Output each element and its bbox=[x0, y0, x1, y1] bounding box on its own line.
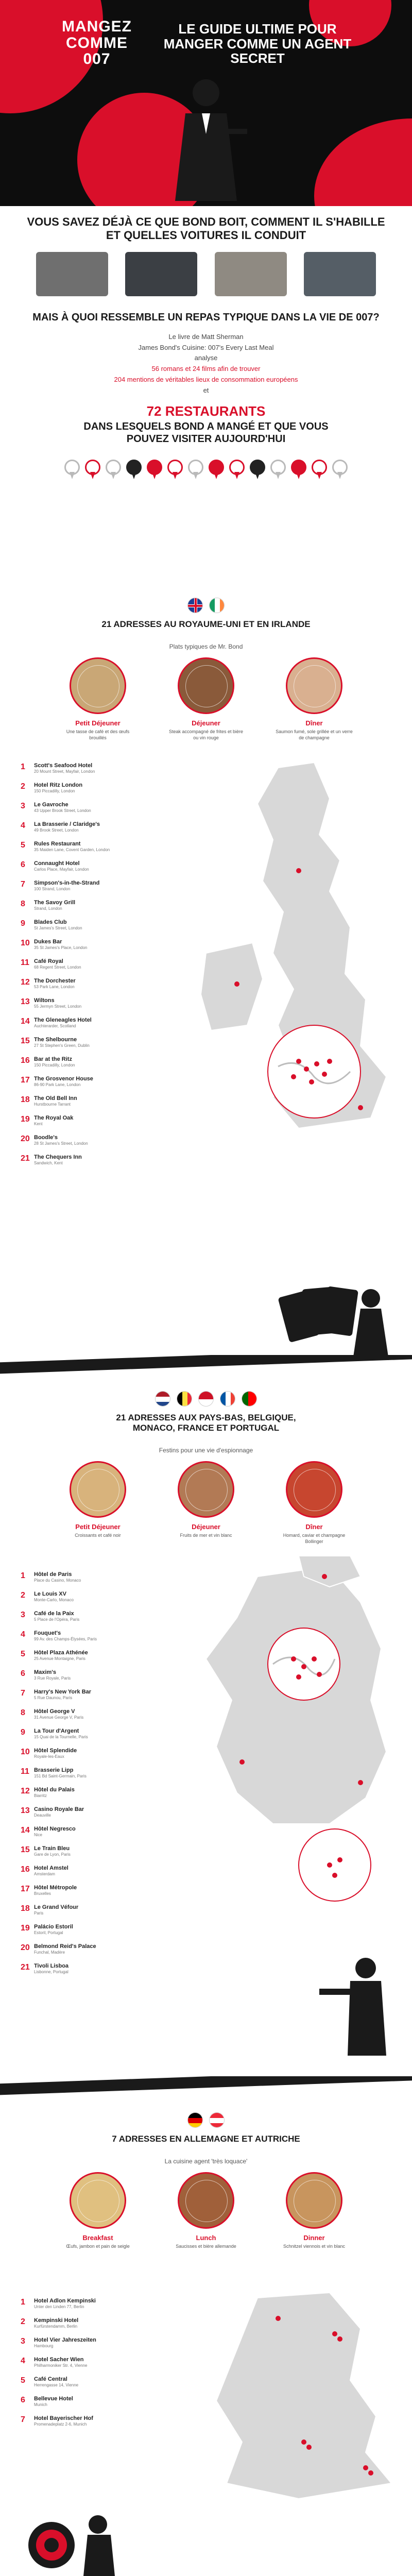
meal-breakfast: Petit Déjeuner Croissants et café noir bbox=[59, 1461, 136, 1545]
list-item-number: 19 bbox=[21, 1115, 30, 1124]
list-item-title: Hôtel de Paris bbox=[34, 1571, 72, 1578]
list-item-number: 4 bbox=[21, 2357, 25, 2365]
list-item-address: 100 Strand, London bbox=[34, 887, 71, 892]
list-item-number: 20 bbox=[21, 1943, 30, 1952]
list-item-address: 150 Piccadilly, London bbox=[34, 789, 75, 794]
car-photo bbox=[304, 252, 376, 296]
map-pin-icon bbox=[167, 460, 183, 480]
list-item-number: 1 bbox=[21, 1571, 25, 1580]
list-item bbox=[21, 841, 175, 860]
gun-barrel-icon bbox=[21, 2499, 134, 2576]
list-item-address: St James's Street, London bbox=[34, 926, 82, 931]
list-item-title: Café Royal bbox=[34, 958, 63, 964]
list-item-address: Unter den Linden 77, Berlin bbox=[34, 2304, 84, 2310]
list-item-number: 18 bbox=[21, 1095, 30, 1104]
meal-lunch: Lunch Saucisses et bière allemande bbox=[167, 2172, 245, 2250]
map-pin-icon bbox=[188, 460, 203, 480]
list-item-number: 12 bbox=[21, 978, 30, 987]
list-item-address: Kurfürstendamm, Berlin bbox=[34, 2324, 78, 2329]
list-item-address: Bruxelles bbox=[34, 1891, 51, 1896]
list-item-title: Fouquet's bbox=[34, 1630, 61, 1636]
list-item-number: 10 bbox=[21, 939, 30, 947]
list-item-number: 3 bbox=[21, 2337, 25, 2346]
list-item-address: Hambourg bbox=[34, 2344, 54, 2349]
austria-flag-icon bbox=[209, 2112, 225, 2128]
germany-map bbox=[196, 2287, 402, 2504]
list-item-address: 55 Jermyn Street, London bbox=[34, 1004, 82, 1009]
monaco-flag-icon bbox=[198, 1391, 214, 1406]
section-divider bbox=[0, 2076, 412, 2097]
list-item-number: 6 bbox=[21, 2396, 25, 2404]
list-item-title: Simpson's-in-the-Strand bbox=[34, 880, 100, 886]
list-item bbox=[21, 2337, 175, 2357]
list-item-address: Royale-les-Eaux bbox=[34, 1754, 64, 1759]
list-item-number: 4 bbox=[21, 821, 25, 830]
list-item-address: 86-90 Park Lane, London bbox=[34, 1082, 81, 1088]
map-pin-icon bbox=[147, 460, 162, 480]
meal-lunch: Déjeuner Fruits de mer et vin blanc bbox=[167, 1461, 245, 1545]
list-item-title: Kempinski Hotel bbox=[34, 2317, 79, 2324]
list-item-number: 17 bbox=[21, 1885, 30, 1893]
list-item-address: 25 Avenue Montaigne, Paris bbox=[34, 1656, 85, 1662]
list-item-title: Le Louis XV bbox=[34, 1591, 66, 1597]
list-item-title: The Old Bell Inn bbox=[34, 1095, 77, 1101]
section-benelux bbox=[0, 1391, 412, 1545]
list-item-title: Café de la Paix bbox=[34, 1611, 74, 1617]
meal-row bbox=[0, 2172, 412, 2250]
list-item bbox=[21, 821, 175, 841]
map-pin-icon bbox=[106, 460, 121, 480]
list-item-address: 49 Brook Street, London bbox=[34, 828, 79, 833]
list-item-address: Kent bbox=[34, 1122, 43, 1127]
list-item-address: 99 Av. des Champs-Élysées, Paris bbox=[34, 1637, 97, 1642]
list-item-number: 7 bbox=[21, 2415, 25, 2424]
section-divider bbox=[0, 1355, 412, 1376]
list-item bbox=[21, 1767, 175, 1787]
list-item bbox=[21, 880, 175, 900]
list-item bbox=[21, 919, 175, 939]
list-item bbox=[21, 900, 175, 919]
uk-list bbox=[21, 762, 175, 1174]
list-item bbox=[21, 1134, 175, 1154]
list-item-title: Boodle's bbox=[34, 1134, 58, 1141]
list-item-title: Wiltons bbox=[34, 997, 55, 1004]
list-item-title: The Chequers Inn bbox=[34, 1154, 82, 1160]
list-item-number: 3 bbox=[21, 802, 25, 810]
list-item-title: The Royal Oak bbox=[34, 1115, 74, 1121]
list-item bbox=[21, 997, 175, 1017]
list-item bbox=[21, 939, 175, 958]
map-pin-icon bbox=[291, 460, 306, 480]
list-item-number: 18 bbox=[21, 1904, 30, 1913]
section-germany bbox=[0, 2112, 412, 2250]
list-item-address: 68 Regent Street, London bbox=[34, 965, 81, 970]
list-item-title: Hotel Ritz London bbox=[34, 782, 83, 788]
list-item-title: Le Grand Véfour bbox=[34, 1904, 79, 1910]
list-item-number: 9 bbox=[21, 919, 25, 928]
list-item-address: 3 Rue Royale, Paris bbox=[34, 1676, 71, 1681]
list-item-address: Gare de Lyon, Paris bbox=[34, 1852, 71, 1857]
list-item bbox=[21, 782, 175, 802]
list-item-number: 5 bbox=[21, 2376, 25, 2385]
hero-banner bbox=[0, 0, 412, 206]
list-item-address: 5 Rue Daunou, Paris bbox=[34, 1696, 73, 1701]
list-item-address: Promenadeplatz 2-6, Munich bbox=[34, 2422, 87, 2427]
list-item-address: 15 Quai de la Tournelle, Paris bbox=[34, 1735, 88, 1740]
list-item-address: Lisbonne, Portugal bbox=[34, 1970, 68, 1975]
ireland-flag-icon bbox=[209, 598, 225, 613]
list-item-address: 27 St Stephen's Green, Dublin bbox=[34, 1043, 90, 1048]
intro-question: MAIS À QUOI RESSEMBLE UN REPAS TYPIQUE DANS LA VIE DE 007? bbox=[32, 311, 380, 323]
france-map bbox=[196, 1556, 402, 1947]
list-item-title: Blades Club bbox=[34, 919, 67, 925]
list-item bbox=[21, 2376, 175, 2396]
list-item-address: Paris bbox=[34, 1911, 44, 1916]
list-item-title: Harry's New York Bar bbox=[34, 1689, 92, 1695]
map-pin-icon bbox=[85, 460, 100, 480]
list-item-number: 21 bbox=[21, 1963, 30, 1972]
list-item-title: The Dorchester bbox=[34, 978, 76, 984]
list-item-address: Deauville bbox=[34, 1813, 51, 1818]
uk-map bbox=[196, 757, 402, 1149]
list-item bbox=[21, 1017, 175, 1037]
map-pin-icon bbox=[270, 460, 286, 480]
list-item-number: 17 bbox=[21, 1076, 30, 1084]
list-item-number: 1 bbox=[21, 2298, 25, 2307]
list-item-address: Estoril, Portugal bbox=[34, 1930, 63, 1936]
list-item-title: Hôtel Negresco bbox=[34, 1826, 76, 1832]
intro-photos bbox=[0, 243, 412, 296]
list-item-number: 16 bbox=[21, 1865, 30, 1874]
list-item-title: The Grosvenor House bbox=[34, 1076, 93, 1082]
map-pin-icon bbox=[64, 460, 80, 480]
list-item-address: 28 St James's Street, London bbox=[34, 1141, 88, 1146]
list-item-number: 14 bbox=[21, 1017, 30, 1026]
meal-row bbox=[0, 1461, 412, 1545]
pin-row bbox=[0, 460, 412, 480]
list-item-title: Bellevue Hotel bbox=[34, 2396, 73, 2402]
list-item-title: Café Central bbox=[34, 2376, 67, 2382]
list-item bbox=[21, 2396, 175, 2415]
list-item-title: The Savoy Grill bbox=[34, 900, 76, 906]
list-item bbox=[21, 762, 175, 782]
hero-title: MANGEZ COMME 007 bbox=[62, 18, 132, 67]
list-item-title: Hôtel Plaza Athénée bbox=[34, 1650, 88, 1656]
list-item-title: Hotel Amstel bbox=[34, 1865, 68, 1871]
list-item bbox=[21, 1650, 175, 1669]
list-item bbox=[21, 1037, 175, 1056]
list-item-number: 5 bbox=[21, 841, 25, 850]
list-item-address: Amsterdam bbox=[34, 1872, 55, 1877]
list-item-number: 19 bbox=[21, 1924, 30, 1933]
dinner-plate bbox=[286, 1461, 342, 1518]
suit-photo bbox=[215, 252, 287, 296]
list-item-number: 8 bbox=[21, 1708, 25, 1717]
list-item-title: Hôtel Métropole bbox=[34, 1885, 77, 1891]
list-item-address: Hurstbourne Tarrant bbox=[34, 1102, 71, 1107]
portugal-flag-icon bbox=[242, 1391, 257, 1406]
list-item-title: Hôtel du Palais bbox=[34, 1787, 75, 1793]
dinner-plate bbox=[286, 657, 342, 714]
list-item-title: Le Gavroche bbox=[34, 802, 68, 808]
list-item-address: Sandwich, Kent bbox=[34, 1161, 63, 1166]
list-item-address: Funchal, Madère bbox=[34, 1950, 65, 1955]
map-pin-icon bbox=[332, 460, 348, 480]
list-item bbox=[21, 860, 175, 880]
list-item-number: 13 bbox=[21, 997, 30, 1006]
map-pin-icon bbox=[229, 460, 245, 480]
playing-cards-icon bbox=[278, 1278, 397, 1360]
list-item-title: The Shelbourne bbox=[34, 1037, 77, 1043]
meal-dinner: Dîner Saumon fumé, sole grillée et un verre de champagne bbox=[276, 657, 353, 741]
meal-subtitle: Plats typiques de Mr. Bond bbox=[169, 643, 243, 650]
list-item bbox=[21, 1963, 175, 1982]
meal-subtitle: Festins pour une vie d'espionnage bbox=[159, 1447, 253, 1454]
list-item-number: 5 bbox=[21, 1650, 25, 1658]
list-item-number: 2 bbox=[21, 1591, 25, 1600]
list-item-title: Brasserie Lipp bbox=[34, 1767, 74, 1773]
list-item bbox=[21, 1591, 175, 1611]
dinner-plate bbox=[286, 2172, 342, 2229]
meal-dinner: Dîner Homard, caviar et champagne Bollinger bbox=[276, 1461, 353, 1545]
list-item bbox=[21, 1708, 175, 1728]
map-pin-icon bbox=[209, 460, 224, 480]
list-item bbox=[21, 1826, 175, 1845]
list-item-title: Hotel Sacher Wien bbox=[34, 2357, 84, 2363]
list-item bbox=[21, 2298, 175, 2317]
list-item-number: 8 bbox=[21, 900, 25, 908]
restaurant-count-desc: DANS LESQUELS BOND A MANGÉ ET QUE VOUS POUVEZ VISITER AUJOURD'HUI bbox=[83, 420, 329, 445]
list-item-address: Auchterarder, Scotland bbox=[34, 1024, 76, 1029]
list-item-address: Biarritz bbox=[34, 1793, 47, 1799]
list-item-title: Dukes Bar bbox=[34, 939, 62, 945]
list-item-number: 13 bbox=[21, 1806, 30, 1815]
list-item-address: 35 Maiden Lane, Covent Garden, London bbox=[34, 848, 110, 853]
list-item bbox=[21, 802, 175, 821]
list-item bbox=[21, 1056, 175, 1076]
list-item bbox=[21, 1154, 175, 1174]
list-item-title: Le Train Bleu bbox=[34, 1845, 70, 1852]
list-item bbox=[21, 1611, 175, 1630]
list-item bbox=[21, 1865, 175, 1885]
restaurant-count: 72 RESTAURANTS bbox=[146, 403, 266, 419]
list-item-title: Tivoli Lisboa bbox=[34, 1963, 69, 1969]
list-item bbox=[21, 1787, 175, 1806]
list-item-address: 43 Upper Brook Street, London bbox=[34, 808, 91, 814]
list-item-number: 1 bbox=[21, 762, 25, 771]
lunch-plate bbox=[178, 657, 234, 714]
breakfast-plate bbox=[70, 1461, 126, 1518]
list-item-address: 35 St James's Place, London bbox=[34, 945, 88, 951]
intro-stats: Le livre de Matt Sherman James Bond's Cuisine: 007's Every Last Meal analyse 56 romans et 24 films afin de trouver 204 mentions de véritables lieux de consommation européens et bbox=[114, 332, 298, 394]
martini-photo bbox=[36, 252, 108, 296]
list-item-number: 14 bbox=[21, 1826, 30, 1835]
uk-flag-icon bbox=[187, 598, 203, 613]
meal-breakfast: Petit Déjeuner Une tasse de café et des œufs brouillés bbox=[59, 657, 136, 741]
france-flag-icon bbox=[220, 1391, 235, 1406]
list-item-number: 16 bbox=[21, 1056, 30, 1065]
breakfast-plate bbox=[70, 657, 126, 714]
list-item-number: 7 bbox=[21, 1689, 25, 1698]
list-item bbox=[21, 2357, 175, 2376]
meal-row bbox=[0, 657, 412, 741]
list-item-title: La Brasserie / Claridge's bbox=[34, 821, 100, 827]
map-pin-icon bbox=[312, 460, 327, 480]
list-item-address: Herrengasse 14, Vienne bbox=[34, 2383, 79, 2388]
list-item-title: Bar at the Ritz bbox=[34, 1056, 72, 1062]
list-item-number: 6 bbox=[21, 860, 25, 869]
list-item-title: Rules Restaurant bbox=[34, 841, 81, 847]
list-item bbox=[21, 1885, 175, 1904]
list-item-address: 150 Piccadilly, London bbox=[34, 1063, 75, 1068]
meal-breakfast: Breakfast Œufs, jambon et pain de seigle bbox=[59, 2172, 136, 2250]
section-title: 7 ADRESSES EN ALLEMAGNE ET AUTRICHE bbox=[112, 2134, 300, 2144]
list-item-number: 21 bbox=[21, 1154, 30, 1163]
list-item-number: 11 bbox=[21, 958, 29, 967]
list-item-title: Maxim's bbox=[34, 1669, 56, 1675]
list-item-title: Hotel Vier Jahreszeiten bbox=[34, 2337, 96, 2343]
section-title: 21 ADRESSES AU ROYAUME-UNI ET EN IRLANDE bbox=[101, 619, 311, 629]
list-item-title: Connaught Hotel bbox=[34, 860, 80, 867]
list-item-address: Philharmoniker Str. 4, Vienne bbox=[34, 2363, 88, 2368]
intro-heading: VOUS SAVEZ DÉJÀ CE QUE BOND BOIT, COMMENT IL S'HABILLE ET QUELLES VOITURES IL CONDUIT bbox=[27, 215, 385, 242]
netherlands-flag-icon bbox=[155, 1391, 170, 1406]
list-item-title: Scott's Seafood Hotel bbox=[34, 762, 93, 769]
list-item-number: 12 bbox=[21, 1787, 30, 1795]
list-item bbox=[21, 1095, 175, 1115]
list-item-address: Munich bbox=[34, 2402, 47, 2408]
list-item-title: The Gleneagles Hotel bbox=[34, 1017, 92, 1023]
meal-subtitle: La cuisine agent 'très loquace' bbox=[164, 2158, 248, 2165]
list-item bbox=[21, 1806, 175, 1826]
lunch-plate bbox=[178, 1461, 234, 1518]
intro-section bbox=[0, 206, 412, 243]
breakfast-plate bbox=[70, 2172, 126, 2229]
list-item-address: 31 Avenue George V, Paris bbox=[34, 1715, 84, 1720]
list-item bbox=[21, 1076, 175, 1095]
benelux-list bbox=[21, 1571, 175, 1982]
list-item-title: Palácio Estoril bbox=[34, 1924, 73, 1930]
map-pin-icon bbox=[250, 460, 265, 480]
list-item bbox=[21, 2317, 175, 2337]
list-item-title: Belmond Reid's Palace bbox=[34, 1943, 96, 1950]
list-item-number: 20 bbox=[21, 1134, 30, 1143]
list-item-address: 53 Park Lane, London bbox=[34, 985, 75, 990]
list-item bbox=[21, 958, 175, 978]
list-item bbox=[21, 1943, 175, 1963]
list-item-number: 6 bbox=[21, 1669, 25, 1678]
list-item bbox=[21, 1571, 175, 1591]
list-item bbox=[21, 1669, 175, 1689]
list-item bbox=[21, 1924, 175, 1943]
list-item-number: 2 bbox=[21, 2317, 25, 2326]
list-item-address: Nice bbox=[34, 1833, 43, 1838]
list-item bbox=[21, 2415, 175, 2435]
list-item bbox=[21, 1630, 175, 1650]
map-pin-icon bbox=[126, 460, 142, 480]
list-item-address: Monte-Carlo, Monaco bbox=[34, 1598, 74, 1603]
list-item-number: 9 bbox=[21, 1728, 25, 1737]
list-item-number: 15 bbox=[21, 1037, 30, 1045]
germany-flag-icon bbox=[187, 2112, 203, 2128]
list-item-title: Hotel Adlon Kempinski bbox=[34, 2298, 96, 2304]
list-item bbox=[21, 1845, 175, 1865]
watch-photo bbox=[125, 252, 197, 296]
list-item-number: 3 bbox=[21, 1611, 25, 1619]
list-item bbox=[21, 1728, 175, 1748]
hero-subtitle: LE GUIDE ULTIME POUR MANGER COMME UN AGENT SECRET bbox=[163, 21, 352, 66]
lunch-plate bbox=[178, 2172, 234, 2229]
list-item-number: 7 bbox=[21, 880, 25, 889]
agent-gun-silhouette-icon bbox=[309, 1953, 397, 2056]
list-item-title: Hotel Bayerischer Hof bbox=[34, 2415, 93, 2421]
list-item-number: 4 bbox=[21, 1630, 25, 1639]
belgium-flag-icon bbox=[177, 1391, 192, 1406]
meal-lunch: Déjeuner Steak accompagné de frites et bière ou vin rouge bbox=[167, 657, 245, 741]
section-title: 21 ADRESSES AUX PAYS-BAS, BELGIQUE, MONACO, FRANCE ET PORTUGAL bbox=[116, 1413, 296, 1433]
list-item bbox=[21, 1115, 175, 1134]
agent-silhouette-icon bbox=[154, 72, 258, 201]
list-item-number: 2 bbox=[21, 782, 25, 791]
list-item-title: Hôtel Splendide bbox=[34, 1748, 77, 1754]
list-item-title: Hôtel George V bbox=[34, 1708, 75, 1715]
list-item bbox=[21, 1904, 175, 1924]
list-item-address: 20 Mount Street, Mayfair, London bbox=[34, 769, 95, 774]
list-item bbox=[21, 978, 175, 997]
meal-dinner: Dinner Schnitzel viennois et vin blanc bbox=[276, 2172, 353, 2250]
list-item bbox=[21, 1748, 175, 1767]
list-item bbox=[21, 1689, 175, 1708]
list-item-address: Strand, London bbox=[34, 906, 62, 911]
list-item-address: Place du Casino, Monaco bbox=[34, 1578, 81, 1583]
germany-list bbox=[21, 2298, 175, 2435]
list-item-number: 11 bbox=[21, 1767, 29, 1776]
list-item-address: Carlos Place, Mayfair, London bbox=[34, 867, 89, 872]
list-item-number: 15 bbox=[21, 1845, 30, 1854]
section-uk bbox=[0, 598, 412, 741]
list-item-number: 10 bbox=[21, 1748, 30, 1756]
list-item-address: 151 Bd Saint-Germain, Paris bbox=[34, 1774, 87, 1779]
list-item-address: 5 Place de l'Opéra, Paris bbox=[34, 1617, 80, 1622]
list-item-title: La Tour d'Argent bbox=[34, 1728, 79, 1734]
list-item-title: Casino Royale Bar bbox=[34, 1806, 84, 1812]
